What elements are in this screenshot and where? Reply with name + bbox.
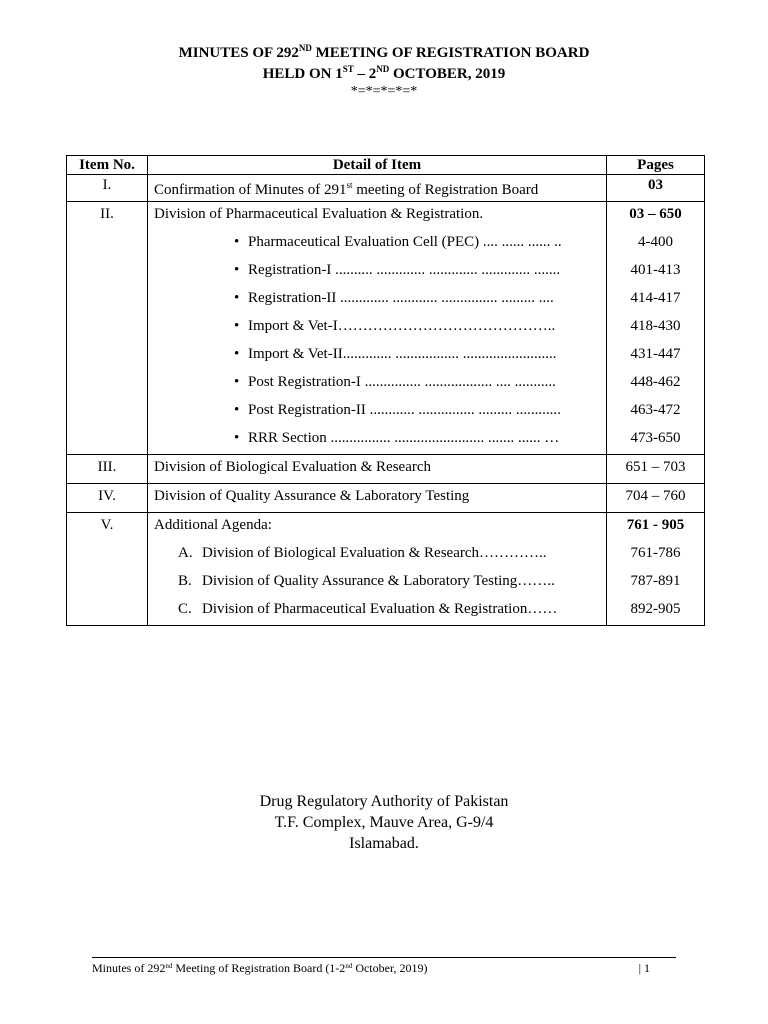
item-number: IV.: [67, 484, 148, 513]
item-detail: Division of Quality Assurance & Laboratory Testing: [148, 484, 607, 513]
table-row: [67, 455, 705, 484]
item-detail: Confirmation of Minutes of 291st meeting of Registration Board: [148, 175, 607, 202]
list-item: C. Division of Pharmaceutical Evaluation & Registration……: [178, 601, 558, 617]
list-item: • Registration-II ............. ............ ............... ......... ....: [234, 290, 554, 306]
footer-text: Minutes of 292nd Meeting of Registration Board (1-2nd October, 2019): [92, 961, 428, 975]
item-number: I.: [67, 175, 148, 202]
table-row: [67, 175, 705, 202]
table-row: [67, 202, 705, 455]
list-item: B. Division of Quality Assurance & Laboratory Testing……..: [178, 573, 555, 589]
item-number: V.: [67, 513, 148, 626]
item-detail: Division of Pharmaceutical Evaluation & Registration. • Pharmaceutical Evaluation Cell (PEC) .... ...... ...... .. • Registration-I .......... ............. ............. ............. ....... • Registration-II ............. ............ ............... ......... .... • Import & Vet-I…………………………………….. • Import & Vet-II............. ................. ......................... • Post Registration-I ............... .................. .... ........... • Post Registration-II ............ ............... ......... ............ • RRR Section ................ ........................ ....... ...... …: [148, 202, 607, 455]
list-item: • RRR Section ................ ........................ ....... ...... …: [234, 430, 560, 446]
header-detail: Detail of Item: [148, 156, 607, 175]
authority-address: Drug Regulatory Authority of Pakistan T.F. Complex, Mauve Area, G-9/4 Islamabad.: [259, 793, 509, 852]
list-item: A. Division of Biological Evaluation & Research…………..: [178, 545, 547, 561]
item-pages: 03: [607, 175, 705, 202]
item-pages: 761 - 905 761-786 787-891 892-905: [607, 513, 705, 626]
table-header-row: [67, 156, 705, 175]
page-number: | 1: [638, 961, 650, 975]
table-row: [67, 484, 705, 513]
document-title-line-1: MINUTES OF 292ND MEETING OF REGISTRATION BOARD: [178, 43, 590, 61]
item-detail: Division of Biological Evaluation & Research: [148, 455, 607, 484]
table-row: [67, 513, 705, 626]
item-pages: 03 – 650 4-400 401-413 414-417 418-430 431-447 448-462 463-472 473-650: [607, 202, 705, 455]
item-number: II.: [67, 202, 148, 455]
list-item: • Import & Vet-I……………………………………..: [234, 318, 556, 334]
item-pages: 651 – 703: [607, 455, 705, 484]
item-detail: Additional Agenda: A. Division of Biological Evaluation & Research………….. B. Division of Quality Assurance & Laboratory Testing…….. C. Division of Pharmaceutical Evaluation & Registration……: [148, 513, 607, 626]
agenda-table: [66, 155, 705, 626]
list-item: • Post Registration-II ............ ............... ......... ............: [234, 402, 561, 418]
footer-divider: [92, 957, 676, 958]
list-item: • Registration-I .......... ............. ............. ............. .......: [234, 262, 561, 278]
list-item: • Import & Vet-II............. ................. .........................: [234, 346, 557, 362]
item-pages: 704 – 760: [607, 484, 705, 513]
list-item: • Pharmaceutical Evaluation Cell (PEC) .... ...... ...... ..: [234, 234, 562, 250]
header-pages: Pages: [607, 156, 705, 175]
document-title-line-2: HELD ON 1ST – 2ND OCTOBER, 2019: [262, 64, 506, 82]
item-number: III.: [67, 455, 148, 484]
header-item-no: Item No.: [67, 156, 148, 175]
list-item: • Post Registration-I ............... .................. .... ...........: [234, 374, 556, 390]
title-separator: *=*=*=*=*: [350, 84, 418, 99]
